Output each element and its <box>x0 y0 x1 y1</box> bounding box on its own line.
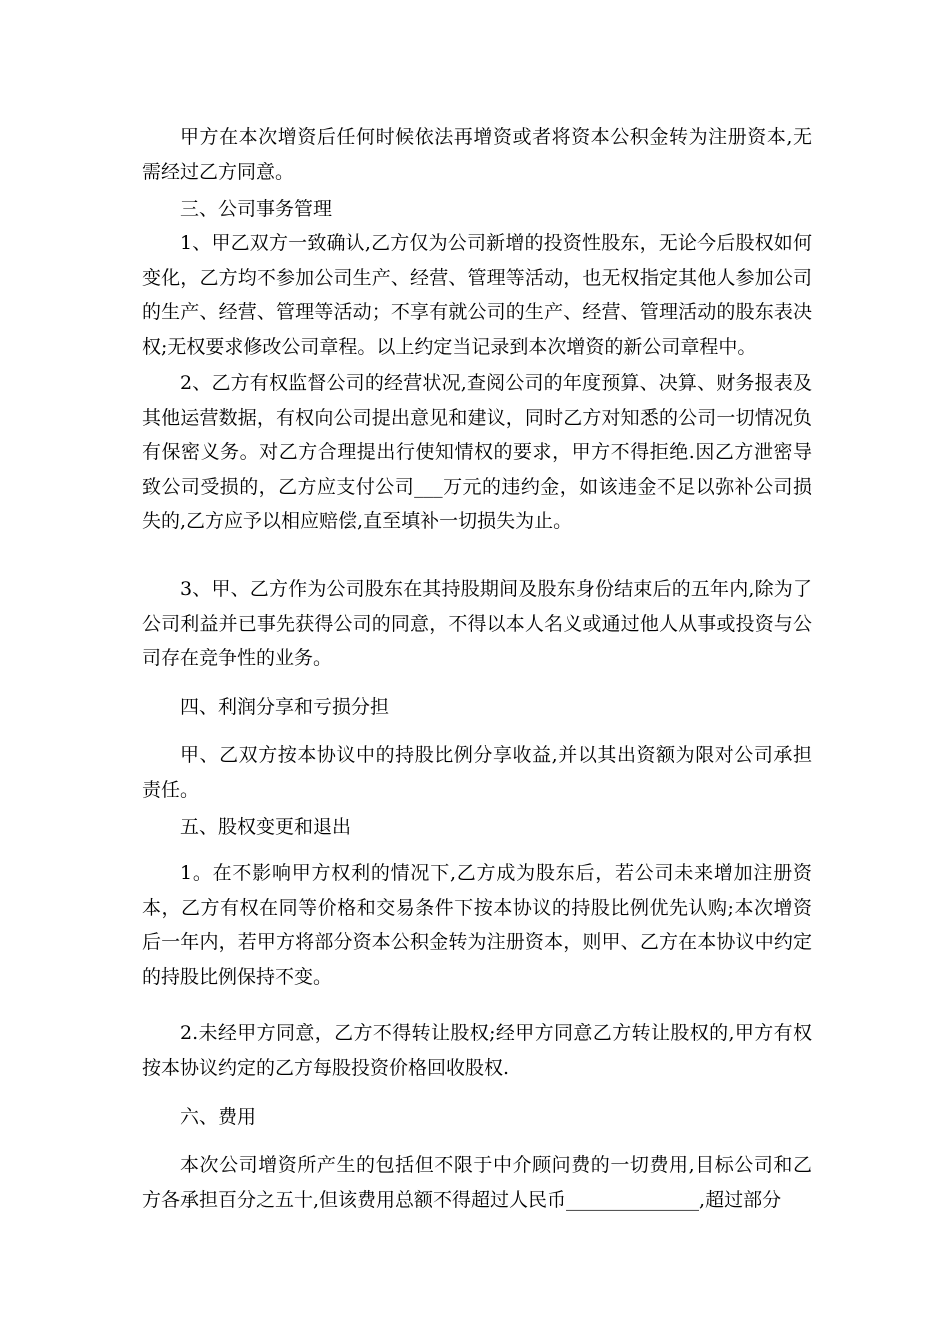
paragraph-affairs-3: 3、甲、乙方作为公司股东在其持股期间及股东身份结束后的五年内,除为了公司利益并已事先获得公司的同意，不得以本人名义或通过他人从事或投资与公司存在竞争性的业务。 <box>142 578 812 669</box>
paragraph-capital-increase: 甲方在本次增资后任何时候依法再增资或者将资本公积金转为注册资本,无需经过乙方同意。 <box>142 126 812 183</box>
heading-fees: 六、费用 <box>180 1106 257 1128</box>
paragraph-affairs-1: 1、甲乙双方一致确认,乙方仅为公司新增的投资性股东，无论今后股权如何变化，乙方均不参加公司生产、经营、管理等活动，也无权指定其他人参加公司的生产、经营、管理等活动；不享有就公司的生产、经营、管理活动的股东表决权;无权要求修改公司章程。以上约定当记录到本次增资的新公司章程中。 <box>142 232 812 358</box>
paragraph-fees: 本次公司增资所产生的包括但不限于中介顾问费的一切费用,目标公司和乙方各承担百分之五十,但该费用总额不得超过人民币______________,超过部分 <box>142 1154 812 1211</box>
heading-equity-change: 五、股权变更和退出 <box>180 816 352 838</box>
paragraph-profit-sharing: 甲、乙双方按本协议中的持股比例分享收益,并以其出资额为限对公司承担责任。 <box>142 744 812 801</box>
heading-company-affairs: 三、公司事务管理 <box>180 198 333 220</box>
heading-profit-sharing: 四、利润分享和亏损分担 <box>180 696 390 718</box>
paragraph-equity-1: 1。在不影响甲方权利的情况下,乙方成为股东后，若公司未来增加注册资本，乙方有权在同等价格和交易条件下按本协议的持股比例优先认购;本次增资后一年内，若甲方将部分资本公积金转为注册资本，则甲、乙方在本协议中约定的持股比例保持不变。 <box>142 862 812 988</box>
paragraph-affairs-2: 2、乙方有权监督公司的经营状况,查阅公司的年度预算、决算、财务报表及其他运营数据，有权向公司提出意见和建议，同时乙方对知悉的公司一切情况负有保密义务。对乙方合理提出行使知情权的要求，甲方不得拒绝.因乙方泄密导致公司受损的，乙方应支付公司___万元的违约金，如该违金不足以弥补公司损失的,乙方应予以相应赔偿,直至填补一切损失为止。 <box>142 372 812 532</box>
paragraph-equity-2: 2.未经甲方同意，乙方不得转让股权;经甲方同意乙方转让股权的,甲方有权按本协议约定的乙方每股投资价格回收股权. <box>142 1022 812 1079</box>
